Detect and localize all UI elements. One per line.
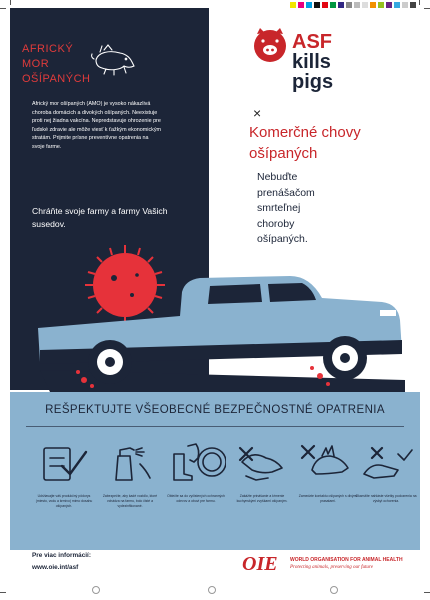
print-color-strip [290,2,416,8]
asf-kills-pigs-logo [252,28,362,92]
crop-mark [419,0,420,5]
registration-mark [208,586,216,594]
crop-mark [10,0,11,5]
no-feeding-icon [232,440,292,484]
measure-caption: Oblečte sa do vyčistených ochranných odevov a obuvi pre farmu. [167,494,225,503]
clipboard-check-icon [34,440,94,484]
oie-logo-text: OIE [242,553,278,575]
report-icon [358,440,418,484]
disease-title-line: AFRICKÝ [22,43,74,55]
warning-text [257,170,377,248]
warning-line: smrteľnej [257,202,301,214]
boots-gloves-icon [166,440,226,484]
protect-farms-text: Chráňte svoje farmy a farmy Vašich susedov. [32,206,168,229]
warning-line: choroby [257,217,295,230]
more-info-label: Pre viac informácií: [32,552,91,559]
band-divider [26,426,404,427]
measure-caption: Udržiavajte váš produkčný pôdorys (miesto, vodu a krmivo) mimo dosahu ošípaných. [35,494,93,508]
oie-logo [240,550,290,576]
registration-mark [92,586,100,594]
logo-pigs-text: pigs [292,71,334,92]
close-icon: × [253,105,262,121]
pig-outline-icon [90,42,138,78]
crop-mark [424,592,430,593]
measure-caption: Zakážte prinášanie a kŕmenie kuchynskými zvyškami ošípaným. [236,494,288,503]
truck-virus-illustration [10,240,420,400]
pig-head-icon [254,28,286,62]
measure-caption: Zamedzte kontaktu ošípaných s divými prasatami. [298,494,358,503]
logo-kills-text: kills [292,51,331,73]
measure-caption: Zabezpečte, aby kadé vozidlo, ktoré vchádza na farmu, bolo čisté a vydezinfikované. [102,494,158,508]
commercial-title-line: ošípaných [249,145,318,162]
spray-bottle-icon [100,440,160,484]
crop-mark [0,8,6,9]
warning-line: ošípaných. [257,233,308,245]
disease-title-line: MOR [22,58,50,70]
no-wild-boar-icon [298,440,358,484]
measure-caption: Okamžite nahláste všetky podozrenia na výskyt ochorenia. [355,494,417,503]
crop-mark [424,8,430,9]
registration-mark [330,586,338,594]
commercial-title-line: Komerčné chovy [249,124,361,141]
virus-icon [85,245,165,325]
measures-title: REŠPEKTUJTE VŠEOBECNÉ BEZPEČNOSTNÉ OPATRENIA [45,404,385,416]
disease-description: Africký mor ošípaných (AMO) je vysoko nákazlivá choroba domácich a divokých ošípaných. Neexistuje proti nej žiadna vakcína. Nepredstavuje ohrozenie pre ľudské zdravie ale môže viesť k ťažkým ekonomickým stratám. Prijmite prísne preventívne opatrenia na svoje farme. [32,101,162,150]
org-slogan: Protecting animals, preserving our future [290,565,373,570]
disease-title-line: OŠÍPANÝCH [22,73,91,85]
more-info-link[interactable]: www.oie.int/asf [32,564,79,571]
crop-mark [0,592,6,593]
commercial-farms-title [249,122,419,164]
org-name: WORLD ORGANISATION FOR ANIMAL HEALTH [290,557,403,563]
pickup-truck-icon [38,276,402,384]
warning-line: prenášačom [257,186,315,199]
logo-asf-text: ASF [292,31,332,53]
warning-line: Nebuďte [257,171,298,183]
